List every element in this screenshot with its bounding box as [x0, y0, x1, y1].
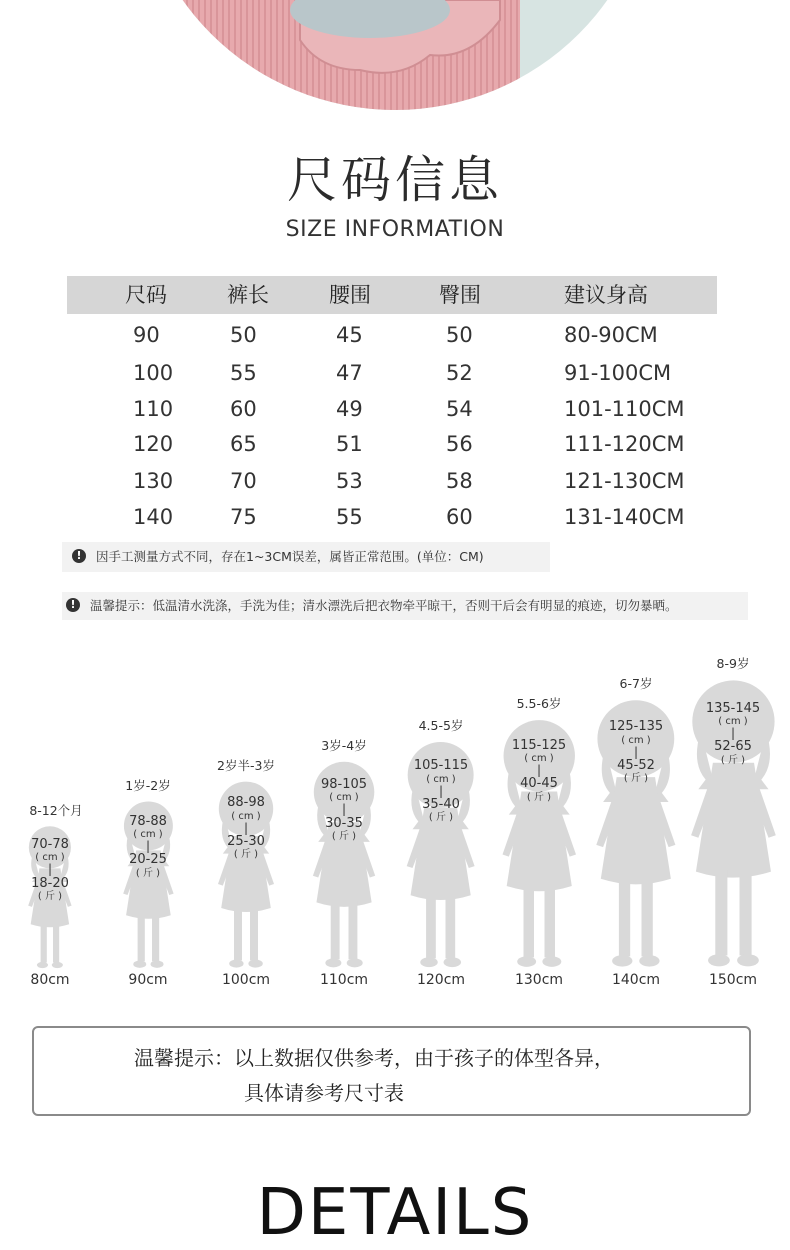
cell-length: 75: [230, 505, 257, 529]
cell-size: 90: [133, 323, 160, 347]
child-measurements: [601, 720, 671, 784]
cell-waist: 51: [336, 432, 363, 456]
child-height-unit: ( cm ): [524, 753, 554, 765]
child-weight-unit: ( 斤 ): [331, 830, 357, 842]
cell-waist: 55: [336, 505, 363, 529]
cell-hip: 54: [446, 397, 473, 421]
child-height-label: 150cm: [708, 972, 758, 988]
cell-waist: 47: [336, 361, 363, 385]
child-height-range: 125-135: [608, 719, 664, 735]
header-height: 建议身高: [564, 283, 648, 307]
child-weight-range: 35-40: [422, 796, 460, 812]
exclamation-icon: !: [72, 549, 86, 563]
child-age-label: 2岁半-3岁: [217, 758, 275, 773]
child-separator: |: [243, 820, 249, 835]
child-measurements: [113, 815, 183, 879]
child-height-unit: ( cm ): [133, 829, 163, 841]
child-height-range: 88-98: [227, 795, 265, 811]
child-height-label: 90cm: [128, 972, 168, 988]
child-height-label: 100cm: [221, 972, 271, 988]
child-height-unit: ( cm ): [426, 773, 456, 785]
cell-size: 100: [133, 361, 174, 385]
child-height-label: 80cm: [30, 972, 70, 988]
cell-length: 60: [230, 397, 257, 421]
child-weight-unit: ( 斤 ): [720, 754, 746, 766]
tip-line-2: 具体请参考尺寸表: [244, 1081, 404, 1105]
child-weight-unit: ( 斤 ): [526, 791, 552, 803]
child-age-label: 4.5-5岁: [418, 718, 464, 733]
header-length: 裤长: [227, 283, 269, 307]
cell-waist: 45: [336, 323, 363, 347]
child-height-unit: ( cm ): [718, 716, 748, 728]
cell-hip: 58: [446, 469, 473, 493]
child-weight-range: 52-65: [714, 739, 752, 755]
child-height-range: 78-88: [129, 813, 167, 829]
care-note-text: 温馨提示：低温清水洗涤，手洗为佳；清水漂洗后把衣物牵平晾干，否则干后会有明显的痕迹，切勿暴晒。: [90, 598, 678, 613]
child-age-label: 8-12个月: [29, 803, 83, 818]
cell-length: 50: [230, 323, 257, 347]
child-weight-unit: ( 斤 ): [428, 812, 454, 824]
cell-size: 130: [133, 469, 174, 493]
details-heading: DETAILS: [256, 1176, 534, 1250]
cell-length: 70: [230, 469, 257, 493]
care-note: [62, 592, 748, 620]
child-height-unit: ( cm ): [329, 792, 359, 804]
child-age-label: 6-7岁: [619, 676, 653, 691]
exclamation-icon: !: [66, 598, 80, 612]
table-row: [67, 397, 717, 427]
child-measurements: [15, 838, 85, 902]
product-photo: [0, 0, 790, 118]
tip-line-1: 温馨提示：以上数据仅供参考，由于孩子的体型各异，: [134, 1046, 614, 1070]
cell-length: 65: [230, 432, 257, 456]
child-weight-range: 45-52: [617, 757, 655, 773]
child-age-label: 8-9岁: [716, 656, 750, 671]
cell-hip: 52: [446, 361, 473, 385]
child-height-label: 130cm: [514, 972, 564, 988]
child-height-unit: ( cm ): [231, 810, 261, 822]
child-separator: |: [341, 802, 347, 817]
child-height-unit: ( cm ): [35, 852, 65, 864]
header-hip: 臀围: [439, 283, 481, 307]
cell-height: 80-90CM: [564, 323, 658, 347]
cell-hip: 56: [446, 432, 473, 456]
child-age-label: 5.5-6岁: [516, 696, 562, 711]
cell-size: 140: [133, 505, 174, 529]
child-weight-range: 18-20: [31, 875, 69, 891]
tip-box: [32, 1026, 751, 1116]
child-height-range: 70-78: [31, 837, 69, 853]
child-weight-unit: ( 斤 ): [135, 867, 161, 879]
size-table-header: [67, 276, 717, 314]
child-height-label: 140cm: [611, 972, 661, 988]
header-size: 尺码: [125, 283, 167, 307]
child-separator: |: [145, 839, 151, 854]
page-title: 尺码信息: [287, 151, 503, 209]
table-row: [67, 432, 717, 462]
table-row: [67, 323, 717, 353]
page-subtitle: SIZE INFORMATION: [285, 217, 505, 242]
child-weight-range: 25-30: [227, 833, 265, 849]
child-height-range: 98-105: [320, 777, 368, 793]
child-weight-range: 20-25: [129, 852, 167, 868]
child-weight-range: 40-45: [520, 776, 558, 792]
child-age-label: 3岁-4岁: [321, 738, 367, 753]
cell-height: 111-120CM: [564, 432, 685, 456]
cell-hip: 50: [446, 323, 473, 347]
child-measurements: [504, 739, 574, 803]
child-measurements: [211, 796, 281, 860]
child-weight-unit: ( 斤 ): [37, 890, 63, 902]
child-measurements: [698, 702, 768, 766]
cell-height: 91-100CM: [564, 361, 672, 385]
cell-waist: 49: [336, 397, 363, 421]
table-row: [67, 361, 717, 391]
child-height-label: 120cm: [416, 972, 466, 988]
child-weight-unit: ( 斤 ): [623, 773, 649, 785]
cell-size: 120: [133, 432, 174, 456]
child-height-range: 105-115: [413, 758, 469, 774]
table-row: [67, 469, 717, 499]
table-row: [67, 505, 717, 535]
child-separator: |: [633, 744, 639, 759]
cell-waist: 53: [336, 469, 363, 493]
cell-length: 55: [230, 361, 257, 385]
measurement-note: [62, 542, 550, 572]
child-height-unit: ( cm ): [621, 734, 651, 746]
child-height-range: 135-145: [705, 700, 761, 716]
measurement-note-text: 因手工测量方式不同，存在1~3CM误差，属皆正常范围。(单位：CM): [96, 549, 484, 564]
cell-height: 121-130CM: [564, 469, 685, 493]
cell-height: 101-110CM: [564, 397, 685, 421]
child-separator: |: [536, 763, 542, 778]
child-separator: |: [47, 862, 53, 877]
child-weight-unit: ( 斤 ): [233, 849, 259, 861]
child-measurements: [309, 778, 379, 842]
child-separator: |: [438, 783, 444, 798]
child-age-label: 1岁-2岁: [125, 778, 171, 793]
child-separator: |: [730, 726, 736, 741]
cell-hip: 60: [446, 505, 473, 529]
child-weight-range: 30-35: [325, 815, 363, 831]
cell-height: 131-140CM: [564, 505, 685, 529]
cell-size: 110: [133, 397, 174, 421]
child-height-label: 110cm: [319, 972, 369, 988]
child-height-range: 115-125: [511, 737, 567, 753]
header-waist: 腰围: [329, 283, 371, 307]
child-measurements: [406, 759, 476, 823]
